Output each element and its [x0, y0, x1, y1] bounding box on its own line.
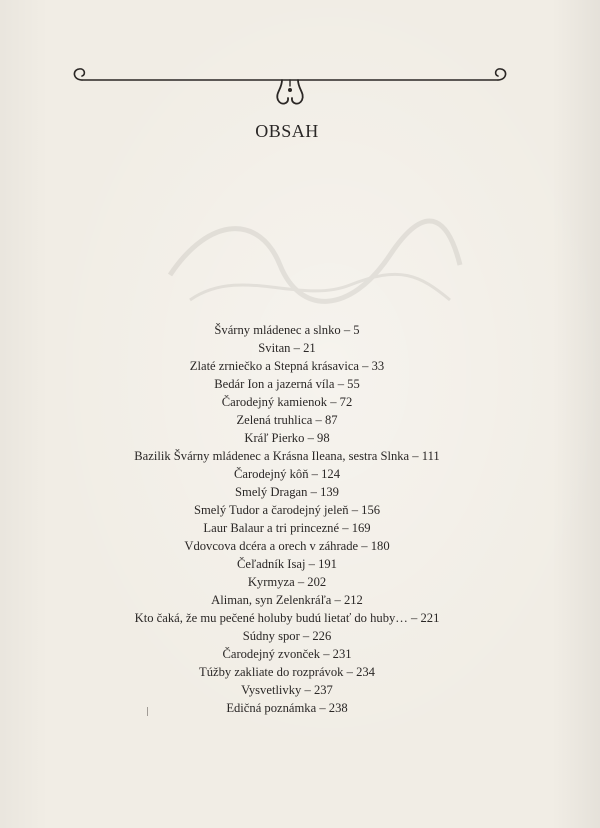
- toc-entry-separator: –: [351, 503, 358, 517]
- toc-entry: [0, 429, 574, 447]
- toc-entry-title: Čeľadník Isaj: [237, 557, 306, 571]
- toc-entry-title: Švárny mládenec a slnko: [214, 323, 341, 337]
- toc-entry-page: 212: [343, 593, 363, 607]
- toc-entry-page: 72: [339, 395, 353, 409]
- toc-entry-separator: –: [319, 701, 326, 715]
- show-through-ornament: [150, 205, 470, 325]
- toc-entry: [0, 609, 574, 627]
- page-title: OBSAH: [255, 121, 319, 141]
- toc-entry-page: 5: [353, 323, 360, 337]
- toc-entry-separator: –: [337, 377, 344, 391]
- toc-entry: [0, 573, 574, 591]
- toc-entry-page: 221: [420, 611, 440, 625]
- toc-entry-separator: –: [297, 575, 305, 589]
- toc-entry-separator: –: [342, 521, 349, 535]
- toc-entry-page: 191: [318, 557, 337, 571]
- toc-entry-separator: –: [293, 341, 300, 355]
- toc-entry: [0, 699, 574, 717]
- toc-entry-page: 226: [312, 629, 332, 643]
- toc-entry-separator: –: [411, 611, 418, 625]
- toc-entry-page: 98: [317, 431, 330, 445]
- toc-entry: [0, 645, 574, 663]
- toc-entry-page: 169: [351, 521, 371, 535]
- toc-entry-page: 234: [356, 665, 375, 679]
- toc-entry-title: Laur Balaur a tri princezné: [203, 521, 340, 535]
- toc-entry: [0, 375, 574, 393]
- toc-entry-page: 238: [328, 701, 348, 715]
- toc-entry-separator: –: [315, 413, 322, 427]
- toc-entry-title: Bedár Ion a jazerná víla: [214, 377, 335, 391]
- toc-entry: [0, 339, 574, 357]
- toc-entry-page: 139: [320, 485, 339, 499]
- toc-entry: [0, 663, 574, 681]
- toc-entry-separator: –: [362, 359, 369, 373]
- toc-entry-title: Edičná poznámka: [226, 701, 317, 715]
- toc-entry-title: Zlaté zrniečko a Stepná krásavica: [189, 359, 360, 373]
- toc-entry-page: 21: [303, 341, 316, 355]
- toc-entry: [0, 501, 574, 519]
- toc-entry-separator: –: [346, 665, 353, 679]
- toc-entry-page: 124: [321, 467, 340, 481]
- toc-entry-separator: –: [412, 449, 419, 463]
- toc-entry-separator: –: [307, 431, 314, 445]
- toc-entry: [0, 465, 574, 483]
- toc-entry-title: Kráľ Pierko: [244, 431, 305, 445]
- toc-entry: [0, 591, 574, 609]
- toc-entry-title: Bazilik Švárny mládenec a Krásna Ileana, sestra Slnka: [134, 449, 410, 463]
- toc-entry-title: Čarodejný kamienok: [221, 395, 328, 409]
- toc-entry-page: 111: [421, 449, 440, 463]
- toc-entry: [0, 393, 574, 411]
- toc-entry-page: 231: [332, 647, 352, 661]
- table-of-contents: [0, 321, 574, 717]
- toc-entry-title: Zelená truhlica: [236, 413, 313, 427]
- toc-entry-title: Kto čaká, že mu pečené holuby budú lietať do huby…: [134, 611, 408, 625]
- toc-entry: [0, 483, 574, 501]
- toc-entry-title: Vdovcova dcéra a orech v záhrade: [184, 539, 359, 553]
- toc-entry-page: 87: [324, 413, 338, 427]
- toc-entry-title: Aliman, syn Zelenkráľa: [211, 593, 332, 607]
- toc-entry-separator: –: [323, 647, 330, 661]
- toc-entry-separator: –: [330, 395, 337, 409]
- toc-entry-page: 202: [307, 575, 327, 589]
- toc-entry: [0, 681, 574, 699]
- toc-entry: [0, 627, 574, 645]
- toc-entry: [0, 411, 574, 429]
- margin-mark: [147, 707, 148, 716]
- toc-entry-separator: –: [343, 323, 351, 337]
- toc-entry: [0, 447, 574, 465]
- toc-entry-separator: –: [311, 467, 318, 481]
- toc-entry-title: Svitan: [258, 341, 291, 355]
- toc-entry-title: Smelý Dragan: [235, 485, 308, 499]
- header-flourish-ornament: [70, 66, 510, 112]
- toc-entry-separator: –: [304, 683, 311, 697]
- toc-entry: [0, 321, 574, 339]
- toc-entry-separator: –: [334, 593, 341, 607]
- toc-entry: [0, 537, 574, 555]
- toc-entry: [0, 519, 574, 537]
- toc-entry-page: 55: [347, 377, 360, 391]
- toc-entry-title: Túžby zakliate do rozprávok: [199, 665, 344, 679]
- toc-entry-page: 33: [371, 359, 385, 373]
- toc-entry: [0, 555, 574, 573]
- toc-entry-page: 156: [361, 503, 381, 517]
- toc-entry: [0, 357, 574, 375]
- toc-entry-separator: –: [308, 557, 315, 571]
- toc-entry-separator: –: [302, 629, 310, 643]
- toc-entry-page: 237: [313, 683, 333, 697]
- toc-entry-title: Súdny spor: [242, 629, 300, 643]
- toc-entry-title: Kyrmyza: [247, 575, 295, 589]
- toc-entry-separator: –: [310, 485, 317, 499]
- toc-entry-title: Čarodejný zvonček: [222, 647, 321, 661]
- toc-entry-page: 180: [370, 539, 390, 553]
- toc-entry-title: Vysvetlivky: [241, 683, 302, 697]
- toc-entry-separator: –: [361, 539, 368, 553]
- toc-entry-title: Smelý Tudor a čarodejný jeleň: [193, 503, 349, 517]
- toc-entry-title: Čarodejný kôň: [234, 467, 309, 481]
